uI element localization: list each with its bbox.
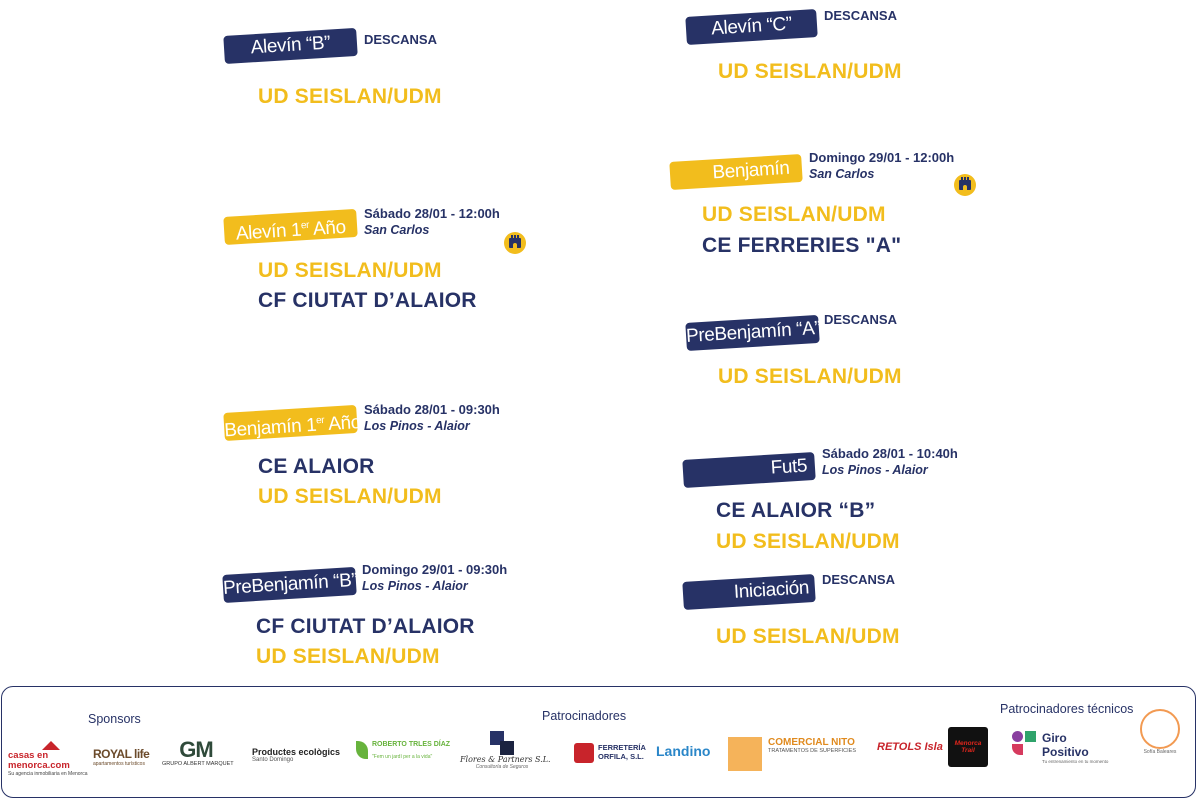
category-tag-prebenjamin-b: PreBenjamín “B”	[222, 567, 356, 603]
patrocinadores-tecnicos-heading: Patrocinadores técnicos	[1000, 702, 1134, 716]
house-icon	[42, 741, 60, 750]
match-info-benjamin	[809, 149, 954, 182]
team-name: CE ALAIOR “B”	[716, 499, 876, 522]
team-name: UD SEISLAN/UDM	[258, 485, 442, 508]
match-date: Sábado 28/01 - 10:40h	[822, 446, 958, 461]
nito-emblem-icon	[728, 737, 762, 771]
team-name: UD SEISLAN/UDM	[718, 365, 902, 388]
match-info-iniciacion: DESCANSA	[822, 572, 895, 587]
match-info-benjamin-1er	[364, 401, 500, 434]
category-tag-benjamin: Benjamín	[669, 154, 802, 190]
team-name: UD SEISLAN/UDM	[256, 645, 440, 668]
match-venue: Los Pinos - Alaior	[364, 419, 470, 433]
logo-flores-partners: Flores & Partners S.L. Consultoría de Seguros	[460, 731, 544, 770]
category-tag-iniciacion: Iniciación	[682, 574, 815, 610]
category-tag-alevin-1er: Alevín 1er Año	[223, 209, 357, 245]
logo-menorca-trail: Menorca Trail	[948, 727, 988, 767]
category-tag-benjamin-1er: Benjamín 1er Año	[223, 405, 357, 441]
club-crest-icon	[954, 174, 976, 196]
team-name: CE FERRERIES "A"	[702, 234, 902, 257]
logo-comercial-nito: COMERCIAL NITO TRATAMENTOS DE SUPERFICIES	[728, 737, 856, 754]
match-info-alevin-b: DESCANSA	[364, 32, 437, 47]
team-name: UD SEISLAN/UDM	[702, 203, 886, 226]
match-date: Sábado 28/01 - 09:30h	[364, 402, 500, 417]
club-crest-icon	[504, 232, 526, 254]
ferreteria-emblem-icon	[574, 743, 594, 763]
team-name: UD SEISLAN/UDM	[258, 259, 442, 282]
team-name: UD SEISLAN/UDM	[258, 85, 442, 108]
team-name: CF CIUTAT D’ALAIOR	[258, 289, 477, 312]
team-name: CE ALAIOR	[258, 455, 375, 478]
match-venue: Los Pinos - Alaior	[822, 463, 928, 477]
sponsors-panel	[1, 686, 1196, 798]
patrocinadores-heading: Patrocinadores	[542, 709, 627, 723]
cross-icon	[1012, 731, 1036, 755]
logo-giro-positivo: Giro Positivo Tu entrenamiento en tu momento	[1012, 731, 1108, 764]
team-name: UD SEISLAN/UDM	[716, 530, 900, 553]
match-venue: San Carlos	[364, 223, 430, 237]
peach-icon	[1140, 709, 1180, 749]
match-venue: Los Pinos - Alaior	[362, 579, 468, 593]
leaf-icon	[356, 741, 368, 759]
match-info-fut5	[822, 445, 958, 478]
match-date: Domingo 29/01 - 09:30h	[362, 562, 508, 577]
match-date: Sábado 28/01 - 12:00h	[364, 206, 500, 221]
match-date: Domingo 29/01 - 12:00h	[809, 150, 955, 165]
match-info-alevin-1er	[364, 205, 500, 238]
logo-ferreteria-orfila: FERRETERÍA ORFILA, S.L.	[574, 743, 650, 761]
category-tag-alevin-c: Alevín “C”	[685, 9, 817, 45]
match-venue: San Carlos	[809, 167, 875, 181]
logo-royal-life: ROYAL life apartamentos turísticos	[93, 747, 150, 767]
category-tag-prebenjamin-a: PreBenjamín “A”	[685, 315, 819, 351]
logo-roberto: ROBERTO TRLES DÍAZ "Fem un jardí per a la vida"	[356, 741, 450, 760]
team-name: UD SEISLAN/UDM	[718, 60, 902, 83]
team-name: CF CIUTAT D’ALAIOR	[256, 615, 475, 638]
logo-productes-ecologics: Productes ecològics Santo Domingo	[252, 747, 341, 763]
match-info-alevin-c: DESCANSA	[824, 8, 897, 23]
category-tag-alevin-b: Alevín “B”	[223, 28, 357, 64]
category-tag-fut5: Fut5	[682, 452, 815, 488]
logo-casas-en-menorca: casas en menorca.com Su agencia inmobiliaria en Menorca	[8, 743, 86, 777]
match-info-prebenjamin-a: DESCANSA	[824, 312, 897, 327]
logo-grupo-albert-marquet: GM GRUPO ALBERT MARQUET	[162, 737, 234, 767]
logo-sofia-baleares: Sofía Baleares	[1137, 709, 1183, 755]
match-info-prebenjamin-b	[362, 561, 507, 594]
team-name: UD SEISLAN/UDM	[716, 625, 900, 648]
squares-icon	[490, 731, 514, 755]
sponsors-heading: Sponsors	[88, 712, 141, 726]
logo-retols-isla: RETOLS Isla	[877, 741, 943, 753]
logo-landino: Landino	[656, 743, 711, 759]
